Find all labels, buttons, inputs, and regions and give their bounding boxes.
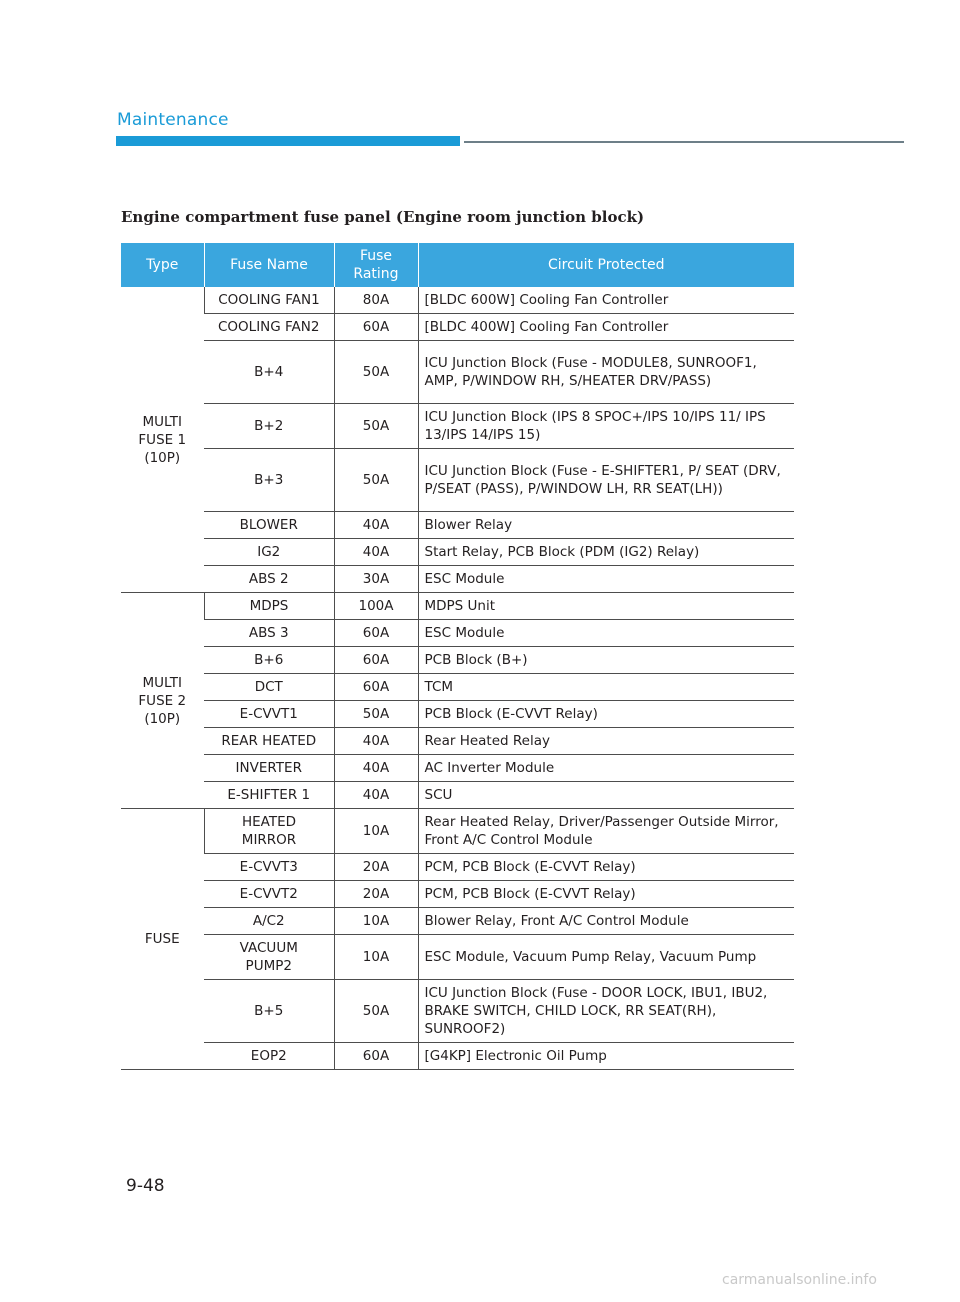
circuit-protected-cell: PCB Block (B+): [418, 647, 794, 674]
fuse-rating-cell: 40A: [334, 539, 418, 566]
table-row: [121, 341, 794, 404]
fuse-type-cell: MULTI FUSE 2 (10P): [121, 593, 204, 809]
table-row: [121, 449, 794, 512]
table-header-row: [121, 243, 794, 287]
panel-title: Engine compartment fuse panel (Engine room junction block): [121, 208, 645, 226]
fuse-name-cell: HEATED MIRROR: [204, 809, 334, 854]
fuse-rating-cell: 60A: [334, 647, 418, 674]
fuse-name-cell: MDPS: [204, 593, 334, 620]
section-title: Maintenance: [117, 110, 229, 130]
circuit-protected-cell: ICU Junction Block (Fuse - DOOR LOCK, IBU1, IBU2, BRAKE SWITCH, CHILD LOCK, RR SEAT(RH), SUNROOF2): [418, 980, 794, 1043]
header-rule: [464, 141, 904, 143]
circuit-protected-cell: ICU Junction Block (Fuse - MODULE8, SUNROOF1, AMP, P/WINDOW RH, S/HEATER DRV/PASS): [418, 341, 794, 404]
table-row: [121, 728, 794, 755]
table-row: [121, 701, 794, 728]
fuse-rating-cell: 60A: [334, 314, 418, 341]
circuit-protected-cell: MDPS Unit: [418, 593, 794, 620]
circuit-protected-cell: [BLDC 400W] Cooling Fan Controller: [418, 314, 794, 341]
circuit-protected-cell: ESC Module, Vacuum Pump Relay, Vacuum Pump: [418, 935, 794, 980]
fuse-rating-cell: 50A: [334, 701, 418, 728]
header-circuit-protected: Circuit Protected: [418, 243, 794, 287]
circuit-protected-cell: [G4KP] Electronic Oil Pump: [418, 1043, 794, 1070]
fuse-rating-cell: 10A: [334, 935, 418, 980]
fuse-name-cell: B+4: [204, 341, 334, 404]
fuse-rating-cell: 50A: [334, 404, 418, 449]
fuse-rating-cell: 20A: [334, 854, 418, 881]
table-row: [121, 314, 794, 341]
table-row: [121, 566, 794, 593]
table-row: [121, 908, 794, 935]
fuse-name-cell: B+5: [204, 980, 334, 1043]
fuse-table-body: [121, 287, 794, 1070]
page-number: 9-48: [126, 1176, 165, 1196]
fuse-name-cell: B+2: [204, 404, 334, 449]
fuse-type-cell: FUSE: [121, 809, 204, 1070]
fuse-name-cell: COOLING FAN1: [204, 287, 334, 314]
table-row: [121, 593, 794, 620]
circuit-protected-cell: ESC Module: [418, 620, 794, 647]
fuse-name-cell: E-CVVT3: [204, 854, 334, 881]
table-row: [121, 674, 794, 701]
circuit-protected-cell: SCU: [418, 782, 794, 809]
circuit-protected-cell: ICU Junction Block (Fuse - E-SHIFTER1, P/ SEAT (DRV, P/SEAT (PASS), P/WINDOW LH, RR SEAT(LH)): [418, 449, 794, 512]
table-row: [121, 404, 794, 449]
table-row: [121, 512, 794, 539]
circuit-protected-cell: Rear Heated Relay, Driver/Passenger Outside Mirror, Front A/C Control Module: [418, 809, 794, 854]
fuse-rating-cell: 30A: [334, 566, 418, 593]
fuse-rating-cell: 50A: [334, 449, 418, 512]
header-type: Type: [121, 243, 204, 287]
fuse-name-cell: E-SHIFTER 1: [204, 782, 334, 809]
table-row: [121, 1043, 794, 1070]
circuit-protected-cell: ESC Module: [418, 566, 794, 593]
watermark: carmanualsonline.info: [722, 1272, 877, 1288]
table-row: [121, 539, 794, 566]
fuse-name-cell: COOLING FAN2: [204, 314, 334, 341]
circuit-protected-cell: Blower Relay: [418, 512, 794, 539]
fuse-name-cell: VACUUM PUMP2: [204, 935, 334, 980]
circuit-protected-cell: PCM, PCB Block (E-CVVT Relay): [418, 854, 794, 881]
fuse-rating-cell: 40A: [334, 755, 418, 782]
fuse-rating-cell: 50A: [334, 341, 418, 404]
fuse-rating-cell: 10A: [334, 908, 418, 935]
fuse-rating-cell: 60A: [334, 620, 418, 647]
circuit-protected-cell: AC Inverter Module: [418, 755, 794, 782]
fuse-rating-cell: 40A: [334, 728, 418, 755]
fuse-rating-cell: 100A: [334, 593, 418, 620]
fuse-type-cell: MULTI FUSE 1 (10P): [121, 287, 204, 593]
table-row: [121, 755, 794, 782]
fuse-name-cell: DCT: [204, 674, 334, 701]
fuse-table: [121, 243, 794, 1070]
fuse-rating-cell: 50A: [334, 980, 418, 1043]
fuse-name-cell: REAR HEATED: [204, 728, 334, 755]
circuit-protected-cell: ICU Junction Block (IPS 8 SPOC+/IPS 10/IPS 11/ IPS 13/IPS 14/IPS 15): [418, 404, 794, 449]
fuse-name-cell: EOP2: [204, 1043, 334, 1070]
fuse-name-cell: B+3: [204, 449, 334, 512]
circuit-protected-cell: [BLDC 600W] Cooling Fan Controller: [418, 287, 794, 314]
fuse-name-cell: E-CVVT1: [204, 701, 334, 728]
fuse-rating-cell: 20A: [334, 881, 418, 908]
table-row: [121, 935, 794, 980]
circuit-protected-cell: TCM: [418, 674, 794, 701]
fuse-name-cell: E-CVVT2: [204, 881, 334, 908]
circuit-protected-cell: PCM, PCB Block (E-CVVT Relay): [418, 881, 794, 908]
table-row: [121, 980, 794, 1043]
circuit-protected-cell: Blower Relay, Front A/C Control Module: [418, 908, 794, 935]
table-row: [121, 854, 794, 881]
fuse-rating-cell: 60A: [334, 674, 418, 701]
header-rule-accent: [116, 136, 460, 146]
fuse-name-cell: ABS 2: [204, 566, 334, 593]
fuse-rating-cell: 60A: [334, 1043, 418, 1070]
table-row: [121, 809, 794, 854]
fuse-name-cell: ABS 3: [204, 620, 334, 647]
fuse-rating-cell: 40A: [334, 512, 418, 539]
fuse-name-cell: BLOWER: [204, 512, 334, 539]
table-row: [121, 647, 794, 674]
fuse-rating-cell: 10A: [334, 809, 418, 854]
fuse-name-cell: IG2: [204, 539, 334, 566]
fuse-rating-cell: 40A: [334, 782, 418, 809]
fuse-name-cell: A/C2: [204, 908, 334, 935]
circuit-protected-cell: Start Relay, PCB Block (PDM (IG2) Relay): [418, 539, 794, 566]
header-fuse-name: Fuse Name: [204, 243, 334, 287]
circuit-protected-cell: Rear Heated Relay: [418, 728, 794, 755]
table-row: [121, 782, 794, 809]
circuit-protected-cell: PCB Block (E-CVVT Relay): [418, 701, 794, 728]
fuse-rating-cell: 80A: [334, 287, 418, 314]
header-fuse-rating: Fuse Rating: [334, 243, 418, 287]
table-row: [121, 287, 794, 314]
table-row: [121, 620, 794, 647]
fuse-name-cell: INVERTER: [204, 755, 334, 782]
fuse-name-cell: B+6: [204, 647, 334, 674]
table-row: [121, 881, 794, 908]
